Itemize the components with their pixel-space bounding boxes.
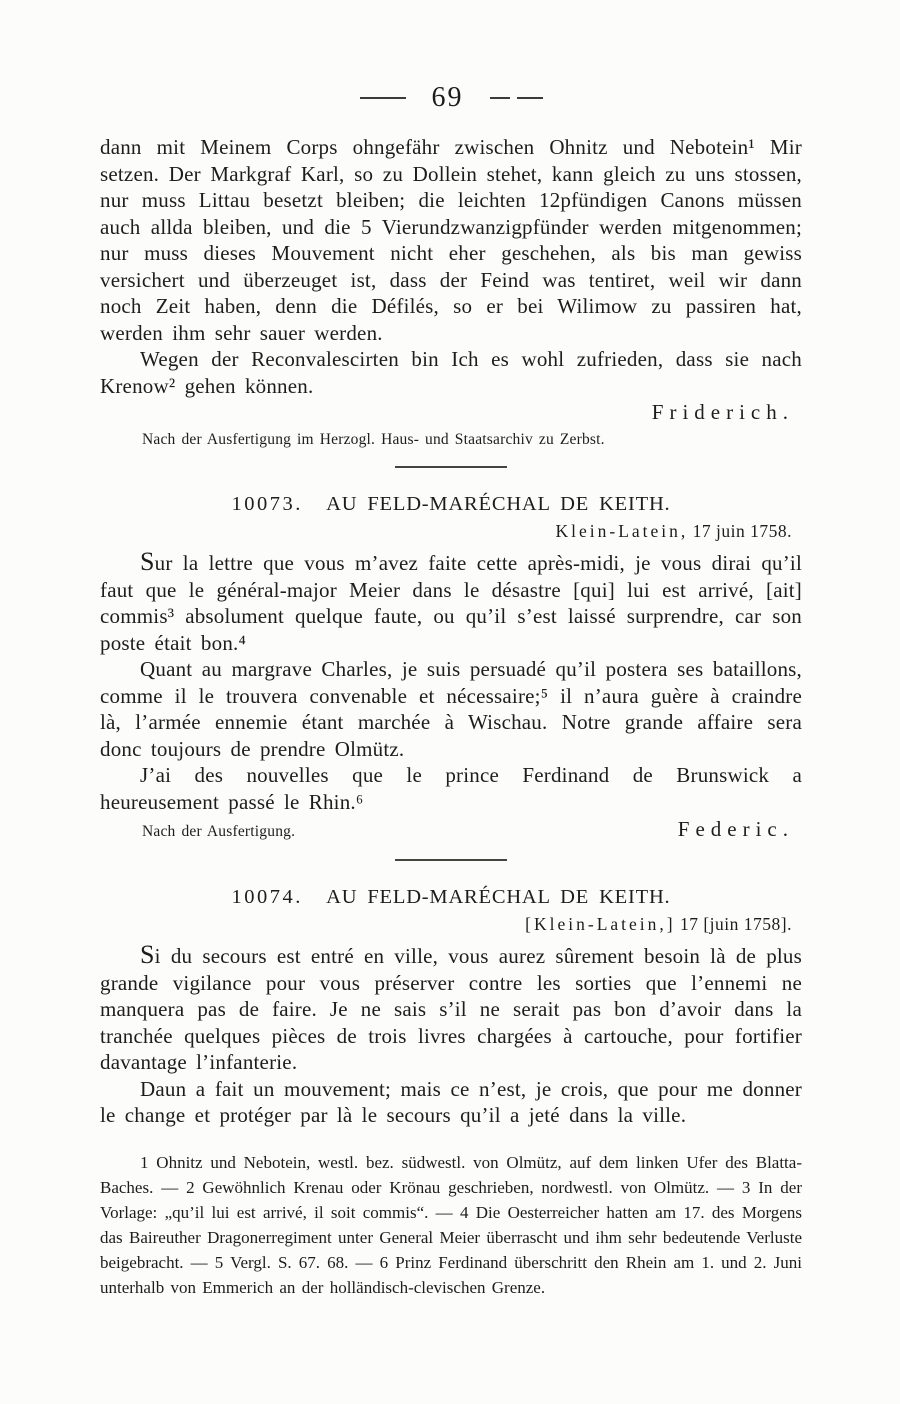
paragraph-german-1: dann mit Meinem Corps ohngefähr zwischen Ohnitz und Nebotein¹ Mir setzen. Der Markgraf Karl, so zu Dollein stehet, kann gleich zu uns stossen, nur muss Littau besetzt bleiben; die leichten 12pfündigen Canons müssen auch allda bleiben, und die 5 Vierundzwanzigpfünder werden mitgenommen; nur muss dieses Mouvement nicht eher geschehen, als bis man gewiss versichert und überzeuget ist, dass der Feind was tentiret, weil wir dann noch Zeit haben, denn die Défilés, so er bei Wilimow zu passiren hat, werden ihm sehr sauer werden. bbox=[100, 135, 802, 345]
signature-federic: Federic. bbox=[677, 817, 794, 841]
letter-heading bbox=[100, 886, 802, 909]
header-rule-right bbox=[490, 97, 543, 99]
letter-heading bbox=[100, 493, 802, 516]
paragraph-french-1: Sur la lettre que vous m’avez faite cette après-midi, je vous dirai qu’il faut que le général-major Meier dans le désastre [qui] lui est arrivé, [ait] commis³ absolument quelque faute, ou qu’il s’est laissé surprendre, car son poste était bon.⁴ bbox=[100, 547, 802, 655]
footnotes-block bbox=[100, 1150, 802, 1300]
footnote-separator: — bbox=[428, 1202, 460, 1222]
lead-capital: S bbox=[140, 940, 155, 969]
signature-friderich: Friderich. bbox=[651, 400, 794, 424]
footnote-separator: — bbox=[709, 1177, 742, 1197]
page-content bbox=[100, 82, 802, 1317]
letter-number: 10074. bbox=[231, 886, 303, 908]
source-note: Nach der Ausfertigung. bbox=[142, 823, 296, 840]
dateline bbox=[100, 521, 802, 542]
paragraph-french-2: Daun a fait un mouvement; mais ce n’est, je crois, que pour me donner le change et protéger par là le secours qu’il a jeté dans la ville. bbox=[100, 1076, 802, 1127]
letter-body bbox=[100, 942, 802, 1129]
header-rule-left bbox=[360, 97, 406, 99]
letter-body bbox=[100, 549, 802, 815]
lead-capital: S bbox=[140, 547, 155, 576]
letter-title: AU FELD-MARÉCHAL DE KEITH. bbox=[326, 886, 671, 908]
letter-continuation bbox=[100, 134, 802, 399]
letter-title: AU FELD-MARÉCHAL DE KEITH. bbox=[326, 493, 671, 515]
dateline-date: 17 juin 1758. bbox=[692, 521, 792, 541]
section-divider bbox=[395, 466, 507, 468]
paragraph-french-3: J’ai des nouvelles que le prince Ferdinand de Brunswick a heureusement passé le Rhin.⁶ bbox=[100, 763, 802, 814]
footnote-separator: — bbox=[183, 1252, 215, 1272]
page-header bbox=[100, 82, 802, 114]
paragraph-german-2: Wegen der Reconvalescirten bin Ich es wohl zufrieden, dass sie nach Krenow² gehen können. bbox=[100, 347, 802, 398]
dateline-place: [Klein-Latein,] bbox=[525, 914, 676, 934]
dateline bbox=[100, 914, 802, 935]
dateline-date: 17 [juin 1758]. bbox=[679, 914, 792, 934]
letter-10074 bbox=[100, 886, 802, 1129]
page-number: 69 bbox=[431, 82, 464, 113]
footnote-3: 3 In der Vorlage: „qu’il lui est arrivé, il soit commis“. bbox=[100, 1177, 802, 1222]
source-note-zerbst: Nach der Ausfertigung im Herzogl. Haus- und Staatsarchiv zu Zerbst. bbox=[142, 431, 605, 448]
signature-row bbox=[100, 817, 802, 842]
footnote-4: 4 Die Oesterreicher hatten am 17. des Morgens das Baireuther Dragonerregiment unter General Meier überrascht und ihm sehr bedeutende Verluste beigebracht. bbox=[100, 1202, 802, 1272]
paragraph-french-2: Quant au margrave Charles, je suis persuadé qu’il postera ses bataillons, comme il le trouvera convenable et nécessaire;⁵ il n’aura guère à craindre là, l’armée ennemie étant marchée à Wischau. Notre grande affaire sera donc toujours de prendre Olmütz. bbox=[100, 657, 802, 761]
footnote-1: 1 Ohnitz und Nebotein, westl. bez. südwestl. von Olmütz, auf dem linken Ufer des Blatta-Baches. bbox=[100, 1152, 802, 1197]
footnote-separator: — bbox=[348, 1252, 380, 1272]
letter-10073 bbox=[100, 493, 802, 842]
footnote-6: 6 Prinz Ferdinand überschritt den Rhein am 1. und 2. Juni unterhalb von Emmerich an der holländisch-clevischen Grenze. bbox=[100, 1252, 802, 1297]
footnote-separator: — bbox=[153, 1177, 187, 1197]
footnote-5: 5 Vergl. S. 67. 68. bbox=[214, 1252, 349, 1272]
dateline-place: Klein-Latein, bbox=[555, 521, 689, 541]
section-divider bbox=[395, 859, 507, 861]
paragraph-french-1: Si du secours est entré en ville, vous aurez sûrement besoin là de plus grande vigilance pour vous préserver contre les sorties que l’ennemi ne manquera pas de faire. Je ne sais s’il ne serait pas bon d’avoir dans la tranchée quelques pièces de trois livres chargées à cartouche, pour fortifier davantage l’infanterie. bbox=[100, 940, 802, 1074]
letter-number: 10073. bbox=[231, 493, 303, 515]
footnote-2: 2 Gewöhnlich Krenau oder Krönau geschrieben, nordwestl. von Olmütz. bbox=[186, 1177, 710, 1197]
